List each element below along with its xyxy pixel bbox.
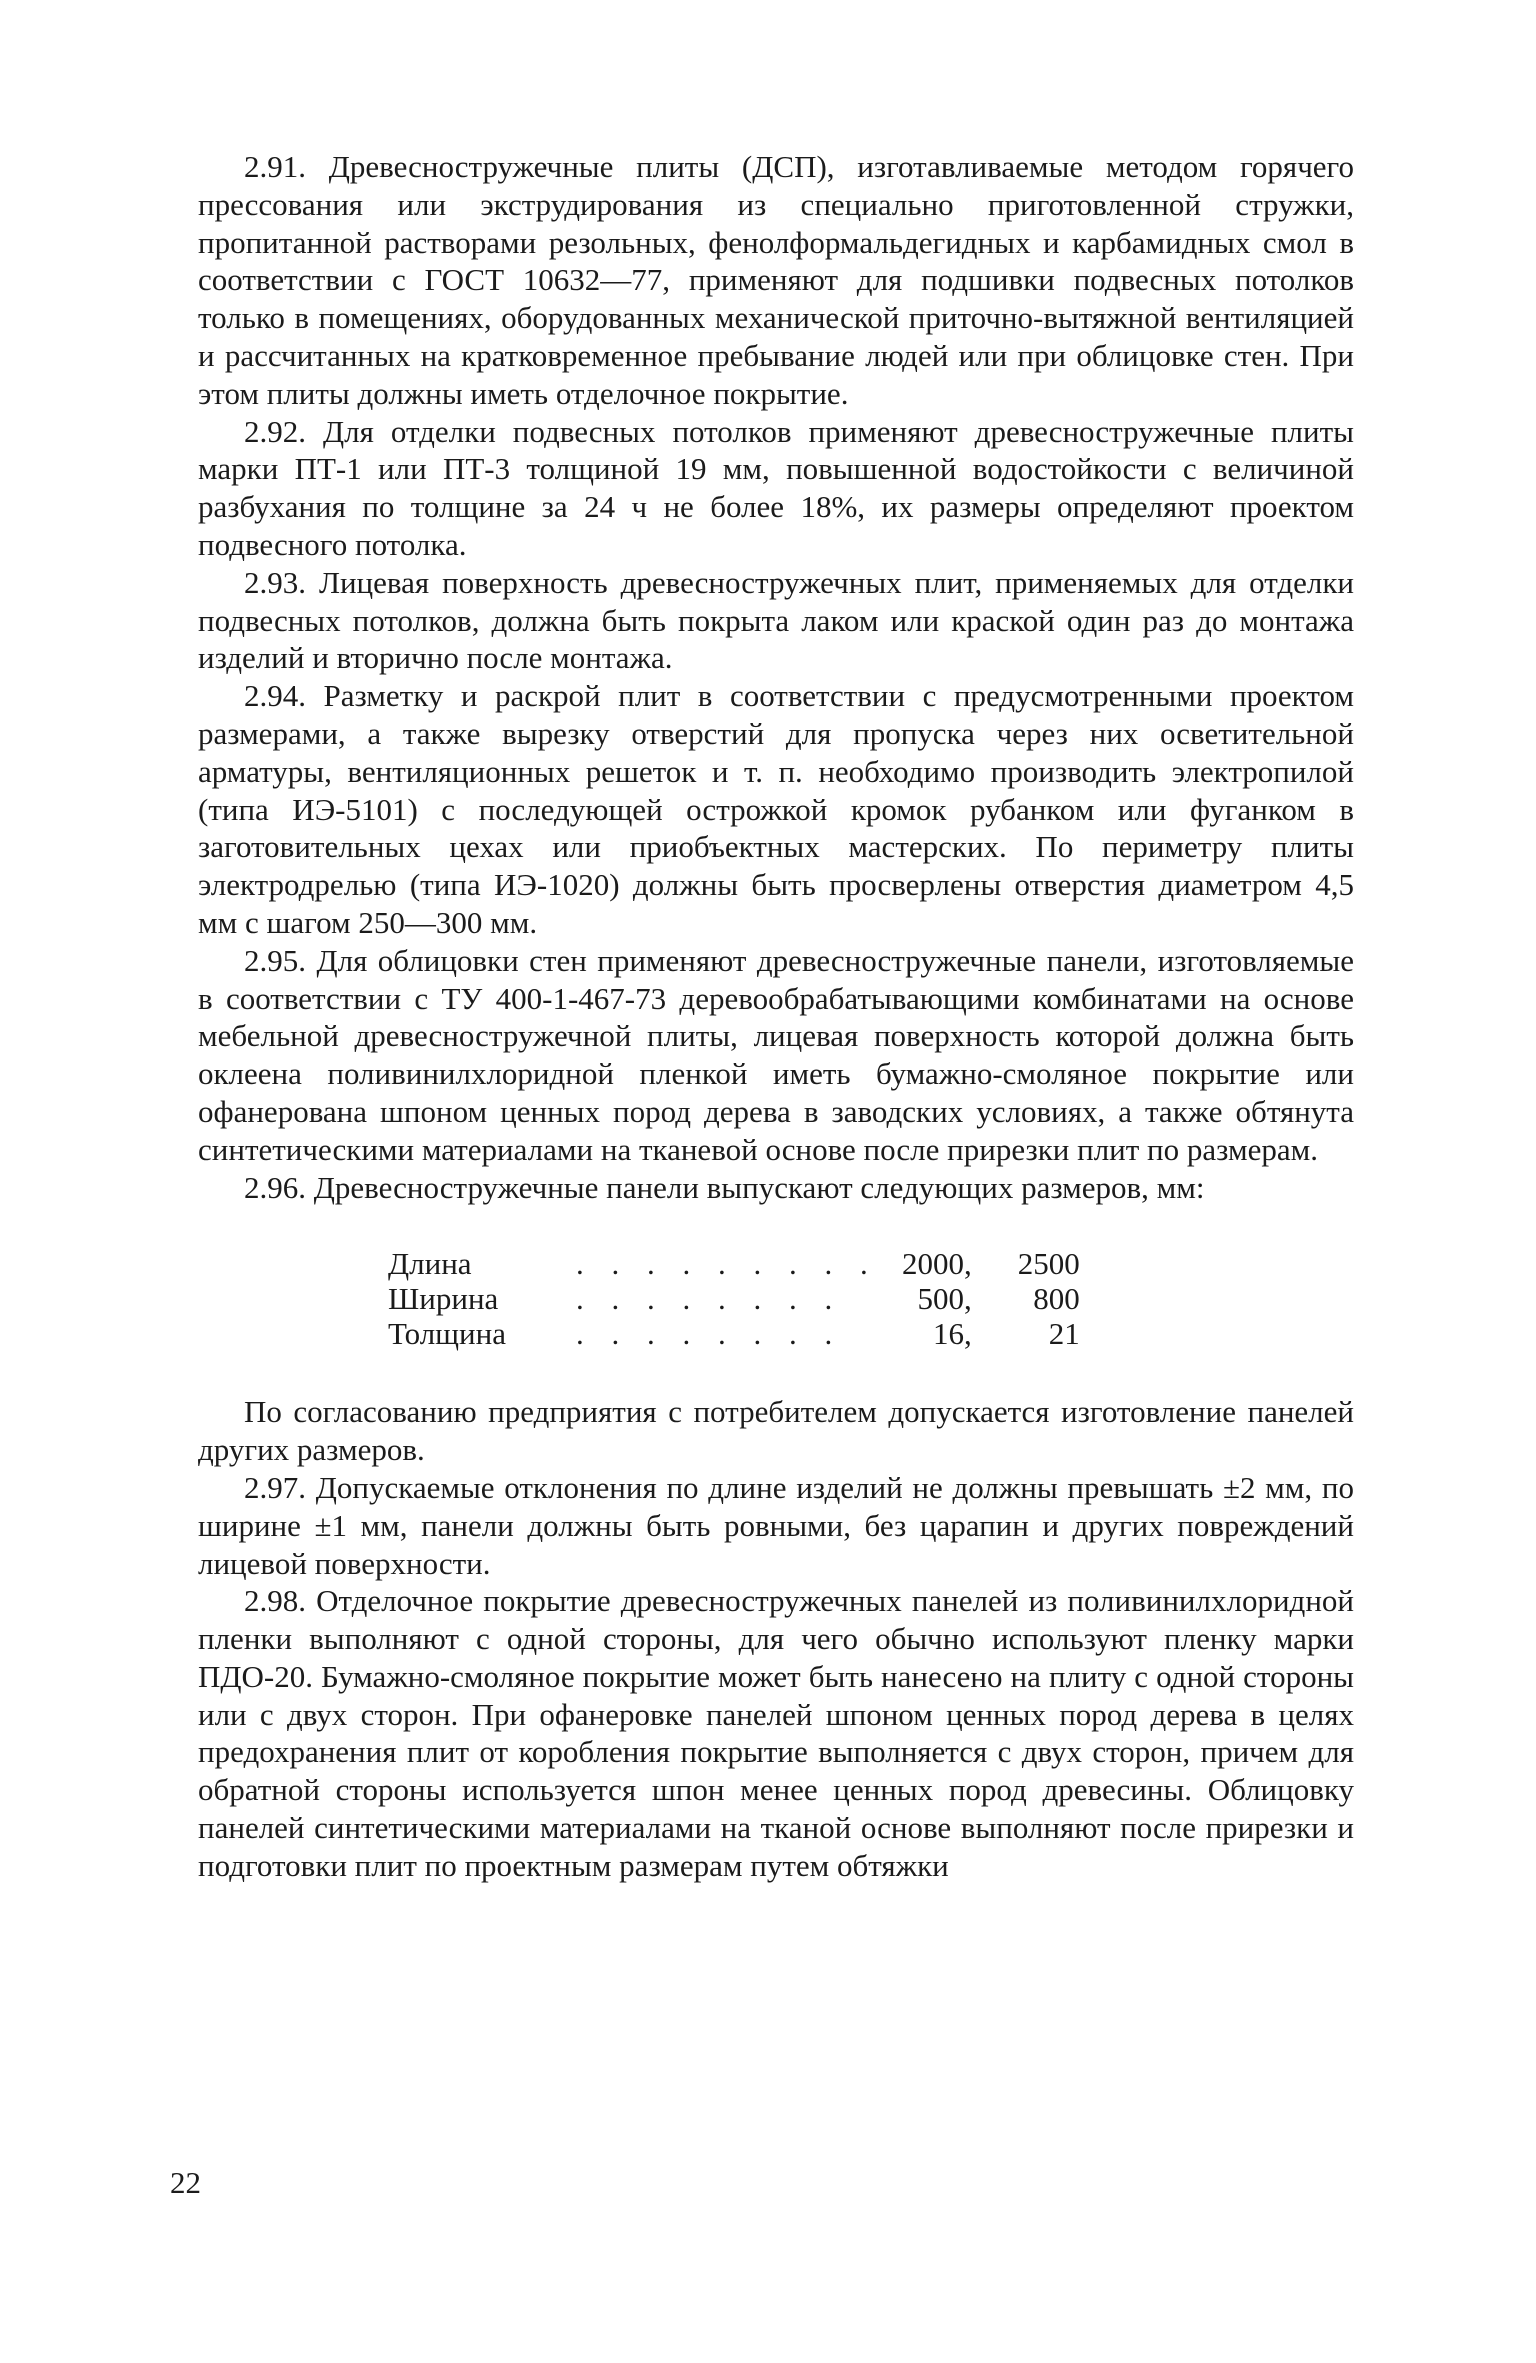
paragraph-number: 2.96. — [244, 1169, 306, 1205]
paragraph-number: 2.95. — [244, 942, 306, 978]
paragraph-agreement — [198, 1393, 1354, 1469]
leader-dots: . . . . . . . . . — [576, 1246, 878, 1282]
paragraph-text: Лицевая поверхность древесностружечных плит, применяемых для отделки подвесных потолков, должна быть покрыта лаком или краской один раз до монтажа изделий и вторично после монтажа. — [198, 564, 1354, 676]
paragraph-number: 2.91. — [244, 149, 306, 184]
paragraph-2-96 — [198, 1169, 1354, 1207]
dimension-value-2: 2500 — [1017, 1246, 1080, 1282]
dimension-label: Длина — [388, 1246, 472, 1282]
paragraph-number: 2.93. — [244, 564, 306, 600]
dimension-value-2: 800 — [1033, 1281, 1080, 1317]
paragraph-text: Для отделки подвесных потолков применяют древесностружечные плиты марки ПТ-1 или ПТ-3 толщиной 19 мм, повышенной водостойкости с величиной разбухания по толщине за 24 ч не более 18%, их размеры определяют проектом подвесного потолка. — [198, 413, 1354, 562]
dimension-value-1: 500, — [917, 1281, 972, 1317]
paragraph-text: Для облицовки стен применяют древесностружечные панели, изготовляемые в соответствии с ТУ 400-1-467-73 деревообрабатывающими комбинатами на основе мебельной древесностружечной плиты, лицевая поверхность которой должна быть оклеена поливинилхлоридной пленкой иметь бумажно-смоляное покрытие или офанерована шпоном ценных пород дерева в заводских условиях, а также обтянута синтетическими материалами на тканевой основе после прирезки плит по размерам. — [198, 942, 1354, 1167]
dimensions-table — [388, 1246, 1080, 1351]
leader-dots: . . . . . . . . — [576, 1316, 843, 1352]
paragraph-2-97 — [198, 1469, 1354, 1582]
paragraph-number: 2.98. — [244, 1583, 306, 1619]
dimension-label: Толщина — [388, 1316, 506, 1352]
paragraph-text: Разметку и раскрой плит в соответствии с предусмотренными проектом размерами, а также вырезку отверстий для пропуска через них осветительной арматуры, вентиляционных решеток и т. п. необходимо производить электропилой (типа ИЭ-5101) с последующей острожкой кромок рубанком или фуганком в заготовительных цехах или приобъектных мастерских. По периметру плиты электродрелью (типа ИЭ-1020) должны быть просверлены отверстия диаметром 4,5 мм с шагом 250—300 мм. — [198, 678, 1354, 940]
paragraph-2-98 — [198, 1582, 1354, 1884]
paragraph-2-93 — [198, 564, 1354, 677]
paragraph-2-95 — [198, 942, 1354, 1169]
dimension-value-1: 16, — [933, 1316, 972, 1352]
paragraph-text: Древесностружечные плиты (ДСП), изготавливаемые методом горячего прессования или экструдирования из специально приготовленной стружки, пропитанной растворами резольных, фенолформальдегидных и карбамидных смол в соответствии с ГОСТ 10632—77, применяют для подшивки подвесных потолков только в помещениях, оборудованных механической приточно-вытяжной вентиляцией и рассчитанных на кратковременное пребывание людей или при облицовке стен. При этом плиты должны иметь отделочное покрытие. — [198, 149, 1354, 411]
dimension-label: Ширина — [388, 1281, 499, 1317]
dimension-value-2: 21 — [1048, 1316, 1080, 1352]
paragraph-text: Древесностружечные панели выпускают следующих размеров, мм: — [313, 1169, 1205, 1205]
page-number: 22 — [170, 2165, 201, 2200]
table-row — [388, 1316, 1080, 1351]
paragraph-text: Отделочное покрытие древесностружечных панелей из поливинилхлоридной пленки выполняют с одной стороны, для чего обычно используют пленку марки ПДО-20. Бумажно-смоляное покрытие может быть нанесено на плиту с одной стороны или с двух сторон. При офанеровке панелей шпоном ценных пород дерева в целях предохранения плит от коробления покрытие выполняется с двух сторон, причем для обратной стороны используется шпон менее ценных пород древесины. Облицовку панелей синтетическими материалами на тканой основе выполняют после прирезки и подготовки плит по проектным размерам путем обтяжки — [198, 1583, 1355, 1883]
paragraph-text: Допускаемые отклонения по длине изделий не должны превышать ±2 мм, по ширине ±1 мм, панели должны быть ровными, без царапин и других повреждений лицевой поверхности. — [198, 1469, 1354, 1581]
paragraph-number: 2.97. — [244, 1469, 306, 1505]
paragraph-number: 2.94. — [244, 678, 306, 714]
paragraph-2-91 — [198, 148, 1354, 413]
paragraph-2-92 — [198, 413, 1354, 564]
leader-dots: . . . . . . . . — [576, 1281, 843, 1317]
paragraph-number: 2.92. — [244, 413, 306, 449]
dimension-value-1: 2000, — [902, 1246, 972, 1282]
paragraph-2-94 — [198, 677, 1354, 942]
table-row — [388, 1246, 1080, 1281]
table-row — [388, 1281, 1080, 1316]
paragraph-text: По согласованию предприятия с потребителем допускается изготовление панелей других размеров. — [198, 1394, 1354, 1468]
page-body — [198, 148, 1354, 1885]
